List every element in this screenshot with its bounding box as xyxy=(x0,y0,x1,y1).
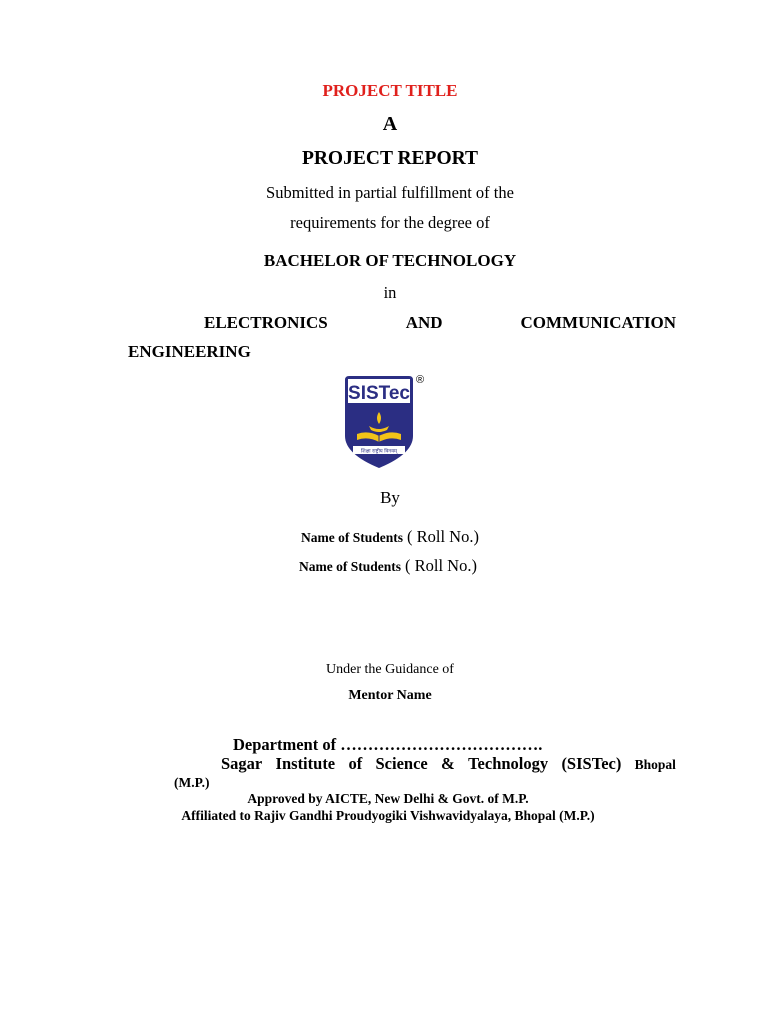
branch-word-communication: COMMUNICATION xyxy=(520,313,676,332)
approval-line: Approved by AICTE, New Delhi & Govt. of M.P. xyxy=(247,791,529,806)
mentor-name: Mentor Name xyxy=(348,688,432,703)
institute-word: & xyxy=(441,754,455,773)
article-a: A xyxy=(382,113,398,135)
student-roll-number: ( Roll No.) xyxy=(407,527,479,546)
institute-name-line xyxy=(221,754,676,774)
institute-city: Bhopal xyxy=(634,757,676,772)
in-connector: in xyxy=(383,283,397,302)
degree-name: BACHELOR OF TECHNOLOGY xyxy=(263,251,517,270)
student-name: Name of Students xyxy=(301,530,404,545)
branch-word-electronics: ELECTRONICS xyxy=(204,313,328,332)
institute-word: of xyxy=(348,754,363,773)
student-name: Name of Students xyxy=(299,559,402,574)
branch-line-2: ENGINEERING xyxy=(128,342,251,361)
institute-word: Institute xyxy=(275,754,336,773)
submission-line-1: Submitted in partial fulfillment of the xyxy=(266,183,514,202)
registered-mark: ® xyxy=(415,374,425,386)
institute-word: Science xyxy=(375,754,428,773)
affiliation-line: Affiliated to Rajiv Gandhi Proudyogiki Vishwavidyalaya, Bhopal (M.P.) xyxy=(181,808,595,823)
institute-word: (SISTec) xyxy=(561,754,622,773)
branch-word-and: AND xyxy=(405,313,443,332)
student-roll-number: ( Roll No.) xyxy=(405,556,477,575)
logo-wordmark: SISTec xyxy=(348,383,410,404)
branch-line-1 xyxy=(204,313,676,333)
student-entry xyxy=(6,527,768,547)
institute-state: (M.P.) xyxy=(174,775,210,790)
logo-motto: शिक्षा राष्ट्रीय विनयम् xyxy=(361,448,397,455)
submission-line-2: requirements for the degree of xyxy=(290,213,490,232)
by-label: By xyxy=(380,488,400,507)
institute-word: Technology xyxy=(468,754,549,773)
student-entry xyxy=(4,556,768,576)
report-type-heading: PROJECT REPORT xyxy=(301,148,479,169)
institute-word: Sagar xyxy=(221,754,263,773)
sistec-logo xyxy=(343,370,429,474)
guidance-label: Under the Guidance of xyxy=(326,662,454,677)
project-title: PROJECT TITLE xyxy=(322,81,458,100)
department-line: Department of ………………………………. xyxy=(233,735,543,754)
